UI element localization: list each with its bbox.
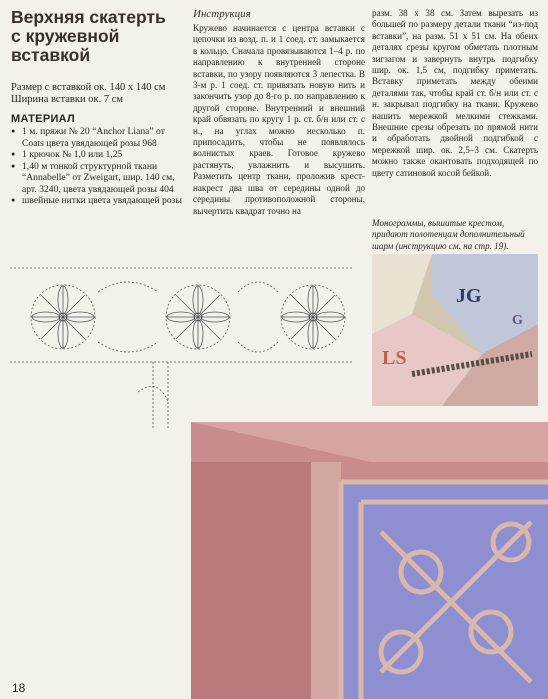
instruction-column-2 [372, 8, 538, 179]
instruction-text: Кружево начинается с центра вставки с цепочки из возд. п. и 1 соед. ст. замыкается в кольцо. Сначала провязываются 1–4 р. по направлению к внутренней стороне вставки, по узору появляются 3 лепестка. В 3-м р. 1 соед. ст. привязать новую нить и закончить узор до 8-го р. по направлению к другой стороне. Внутренний и внешний край обвязать по кругу 1 р. ст. б/н или ст. с н., на углах можно несколько п. припосадить, чтобы не появлялось волнистых краев. Готовое кружево растянуть, увлажнить и высушить. Разметить центр ткани, проложив крест-накрест два шва от середины одной до середины противоположной стороны, вычертить квадрат точно на [193, 23, 365, 216]
chart-motif [31, 285, 95, 349]
materials-heading: МАТЕРИАЛ [11, 113, 76, 125]
article-title: Верхняя скатерть с кружевной вставкой [11, 7, 166, 65]
instruction-column-1 [193, 8, 365, 217]
monogram-jg: JG [456, 285, 482, 307]
photo-caption: Монограммы, вышитые крестом, придают полотенцам дополнительный шарм (инструкцию см. на стр. 19). [372, 218, 525, 251]
crochet-chart-diagram [8, 262, 358, 432]
material-item: ● 1 крючок № 1,0 или 1,25 [11, 149, 189, 161]
size-info: Размер с вставкой ок. 140 х 140 см Ширина вставки ок. 7 см [11, 82, 166, 105]
monogram-g: G [512, 313, 523, 328]
material-item: ● 1 м. пряжи № 20 “Anchor Liana” от Coats цвета увядающей розы 968 [11, 126, 189, 149]
instruction-heading: Инструкция [193, 8, 251, 20]
monogram-ls: LS [382, 347, 407, 369]
chart-motif [281, 285, 345, 349]
embroidered-towels-photo [372, 254, 538, 406]
chart-motif [166, 285, 230, 349]
lace-tablecloth-photo [191, 422, 548, 699]
materials-list [11, 126, 189, 207]
instruction-text-continued: разм. 38 х 38 см. Затем вырезать из большей по размеру детали ткани “из-под вставки”, на разм. 51 х 51 см. На обеих деталях срезы кругом обметать плотным зигзагом и завернуть внутрь подгибку шир. ок. 1,5 см, подгибку приметать. Вставку приметать между обеими деталями так, чтобы край ст. б/н или ст. с н. закрывал подгибку на ткани. Кружево нашить мережкой мелкими стежками. Внешние срезы обрезать по прямой нити и обработать двойной подгибкой с мережкой шир. ок. 2,5–3 см. Скатерть можно также окантовать подходящей по цвету сатиновой косой бейкой. [372, 8, 538, 178]
material-item: ● 1,40 м тонкой структурной ткани “Annabelle” от Zweigart, шир. 140 см, арт. 3240, цвета увядающей розы 404 [11, 161, 189, 196]
page-number: 18 [12, 681, 26, 695]
material-item: ● швейные нитки цвета увядающей розы [11, 195, 189, 207]
